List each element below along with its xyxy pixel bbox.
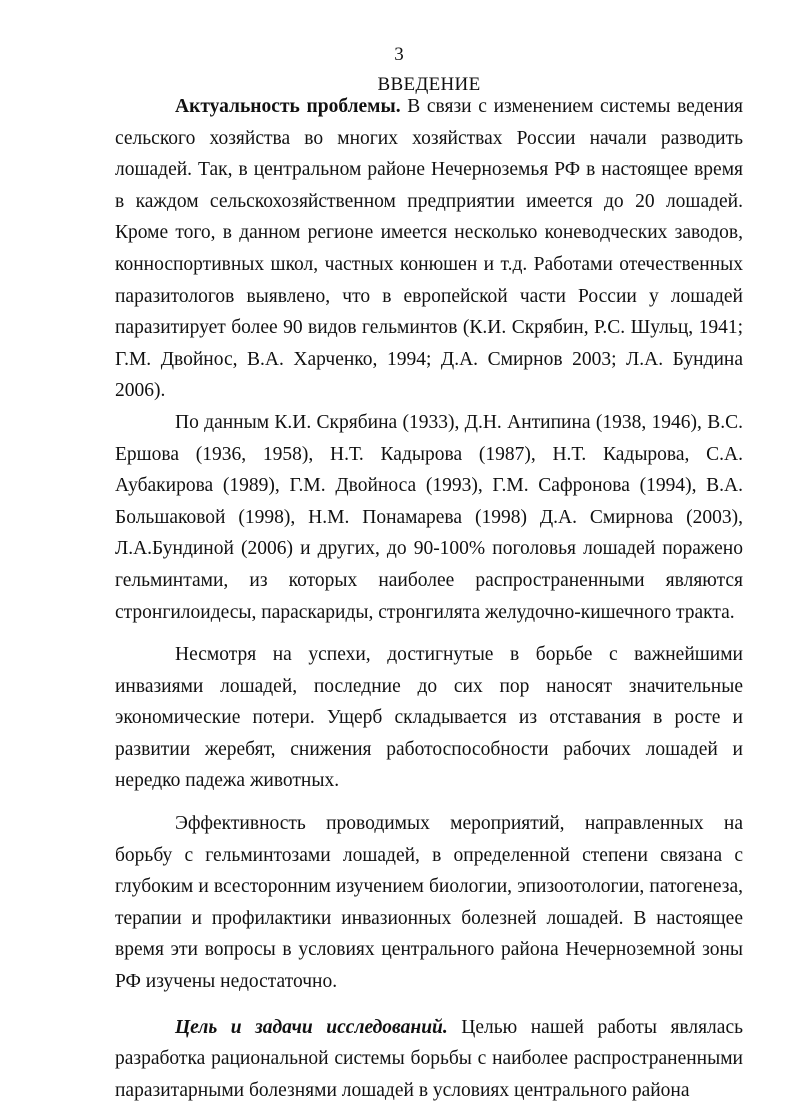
paragraph-text-economic-losses: Несмотря на успехи, достигнутые в борьбе с важнейшими инвазиями лошадей, последние до сих пор наносят значительные экономические потери. Ущерб складывается из отставания в росте и развитии жеребят, снижения работоспособности рабочих лошадей и нередко падежа животных. [115,644,743,792]
paragraph-literature-data [115,407,743,628]
section-title: ВВЕДЕНИЕ [377,74,481,95]
paragraph-lead-goals: Цель и задачи исследований. [175,1016,448,1038]
paragraph-economic-losses [115,639,743,797]
paragraph-text-effectiveness: Эффективность проводимых мероприятий, направленных на борьбу с гельминтозами лошадей, в определенной степени связана с глубоким и всесторонним изучением биологии, эпизоотологии, патогенеза, терапии и профилактики инвазионных болезней лошадей. В настоящее время эти вопросы в условиях центрального района Нечерноземной зоны РФ изучены недостаточно. [115,813,743,993]
paragraph-relevance [115,91,743,407]
page-number: 3 [394,44,404,65]
paragraph-text-literature-data: По данным К.И. Скрябина (1933), Д.Н. Антипина (1938, 1946), В.С. Ершова (1936, 1958), Н.Т. Кадырова (1987), Н.Т. Кадырова, С.А. Аубакирова (1989), Г.М. Двойноса (1993), Г.М. Сафронова (1994), В.А. Большаковой (1998), Н.М. Понамарева (1998) Д.А. Смирнова (2003), Л.А.Бундиной (2006) и других, до 90-100% поголовья лошадей поражено гельминтами, из которых наиболее распространенными являются стронгилоидесы, параскариды, стронгилята желудочно-кишечного тракта. [115,411,743,623]
paragraph-text-relevance: В связи с изменением системы ведения сельского хозяйства во многих хозяйствах России начали разводить лошадей. Так, в центральном районе Нечерноземья РФ в настоящее время в каждом сельскохозяйственном предприятии имеется до 20 лошадей. Кроме того, в данном регионе имеется несколько коневодческих заводов, конноспортивных школ, частных конюшен и т.д. Работами отечественных паразитологов выявлено, что в европейской части России у лошадей паразитирует более 90 видов гельминтов (К.И. Скрябин, Р.С. Шульц, 1941; Г.М. Двойнос, В.А. Харченко, 1994; Д.А. Смирнов 2003; Л.А. Бундина 2006). [115,96,743,402]
paragraph-effectiveness [115,808,743,998]
body-text [115,91,743,1106]
paragraph-text-goals: Целью нашей работы являлась разработка рациональной системы борьбы с наиболее распространенными паразитарными болезнями лошадей в условиях центрального района [115,1016,743,1101]
paragraph-lead-relevance: Актуальность проблемы. [175,96,401,117]
paragraph-goals [115,1012,743,1106]
